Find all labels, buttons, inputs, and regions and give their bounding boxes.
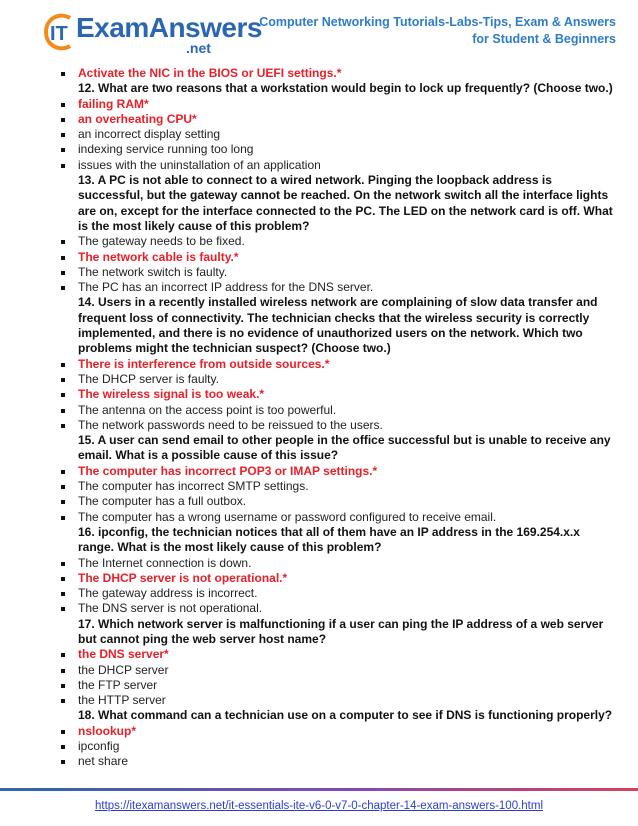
answer-option-item: The gateway address is incorrect. (58, 586, 618, 601)
answer-option-item: an incorrect display setting (58, 127, 618, 142)
answer-option-item: The Internet connection is down. (58, 556, 618, 571)
site-tagline (256, 14, 616, 48)
answer-option-item: The gateway needs to be fixed. (58, 234, 618, 249)
site-logo[interactable] (40, 10, 262, 58)
logo-main-text: ExamAnswers (76, 12, 262, 43)
answer-option-item: The PC has an incorrect IP address for the DNS server. (58, 280, 618, 295)
question-text: 13. A PC is not able to connect to a wired network. Pinging the loopback address is (78, 173, 552, 188)
answer-option-item: The network passwords need to be reissued to the users. (58, 418, 618, 433)
question-text: 15. A user can send email to other people in the office successful but is unable to receive any (78, 433, 611, 448)
question-text: range. What is the most likely cause of this problem? (78, 540, 382, 555)
question-text: successful, but the gateway cannot be reached. On the network switch all the interface lights (78, 188, 609, 203)
answer-option-item: indexing service running too long (58, 142, 618, 157)
tagline-line-2: for Student & Beginners (472, 32, 616, 46)
answer-option-item: The DNS server is not operational. (58, 601, 618, 616)
answer-option-item: The computer has a full outbox. (58, 494, 618, 509)
answer-option-item: The DHCP server is faulty. (58, 372, 618, 387)
correct-answer-item: an overheating CPU* (58, 112, 618, 127)
answer-option-item: The computer has incorrect SMTP settings. (58, 479, 618, 494)
exam-content (58, 66, 618, 770)
answer-option-item: The antenna on the access point is too powerful. (58, 403, 618, 418)
question-text: but cannot ping the web server host name? (78, 631, 327, 646)
question-text: email. What is a possible cause of this issue? (78, 448, 339, 463)
question-text: implemented, and there is no evidence of unauthorized users on the network. Which two (78, 326, 583, 341)
page-header (0, 0, 638, 62)
question-text: 12. What are two reasons that a workstation would begin to lock up frequently? (Choose two.) (78, 81, 613, 96)
question-text: 16. ipconfig, the technician notices that all of them have an IP address in the 169.254.x.x (78, 524, 580, 539)
question-text: are on, except for the interface connected to the PC. The LED on the network card is off. What (78, 203, 613, 218)
correct-answer-item: the DNS server* (58, 647, 618, 662)
correct-answer-item: The wireless signal is too weak.* (58, 387, 618, 402)
question-text: is the most likely cause of this problem? (78, 218, 310, 233)
question-text: 14. Users in a recently installed wireless network are complaining of slow data transfer and (78, 295, 598, 310)
tagline-line-1: Computer Networking Tutorials-Labs-Tips, Exam & Answers (259, 15, 616, 29)
correct-answer-item: failing RAM* (58, 97, 618, 112)
answer-option-item: ipconfig (58, 739, 618, 754)
correct-answer-item: The DHCP server is not operational.* (58, 571, 618, 586)
answer-option-item: The computer has a wrong username or password configured to receive email. (58, 510, 618, 525)
question-text: frequent loss of connectivity. The technician checks that the wireless security is correctly (78, 310, 590, 325)
correct-answer-item: There is interference from outside sources.* (58, 357, 618, 372)
correct-answer-item: The network cable is faulty.* (58, 250, 618, 265)
answer-option-item: The network switch is faulty. (58, 265, 618, 280)
answer-option-item: the HTTP server (58, 693, 618, 708)
answer-option-item: issues with the uninstallation of an application (58, 158, 618, 173)
answer-option-item: the FTP server (58, 678, 618, 693)
logo-mark-icon (40, 10, 80, 56)
footer-divider (0, 788, 638, 791)
correct-answer-item: Activate the NIC in the BIOS or UEFI settings.* (58, 66, 618, 81)
correct-answer-item: nslookup* (58, 724, 618, 739)
footer-link[interactable]: https://itexamanswers.net/it-essentials-ite-v6-0-v7-0-chapter-14-exam-answers-100.html (94, 800, 544, 812)
answer-option-item: the DHCP server (58, 663, 618, 678)
question-text: 17. Which network server is malfunctioning if a user can ping the IP address of a web server (78, 616, 604, 631)
question-text: 18. What command can a technician use on a computer to see if DNS is functioning properly? (78, 708, 613, 723)
correct-answer-item: The computer has incorrect POP3 or IMAP settings.* (58, 464, 618, 479)
answer-option-item: net share (58, 754, 618, 769)
question-text: problems might the technician suspect? (Choose two.) (78, 341, 391, 356)
logo-sub-text: .net (186, 40, 211, 56)
logo-mark-text: IT (50, 23, 68, 45)
